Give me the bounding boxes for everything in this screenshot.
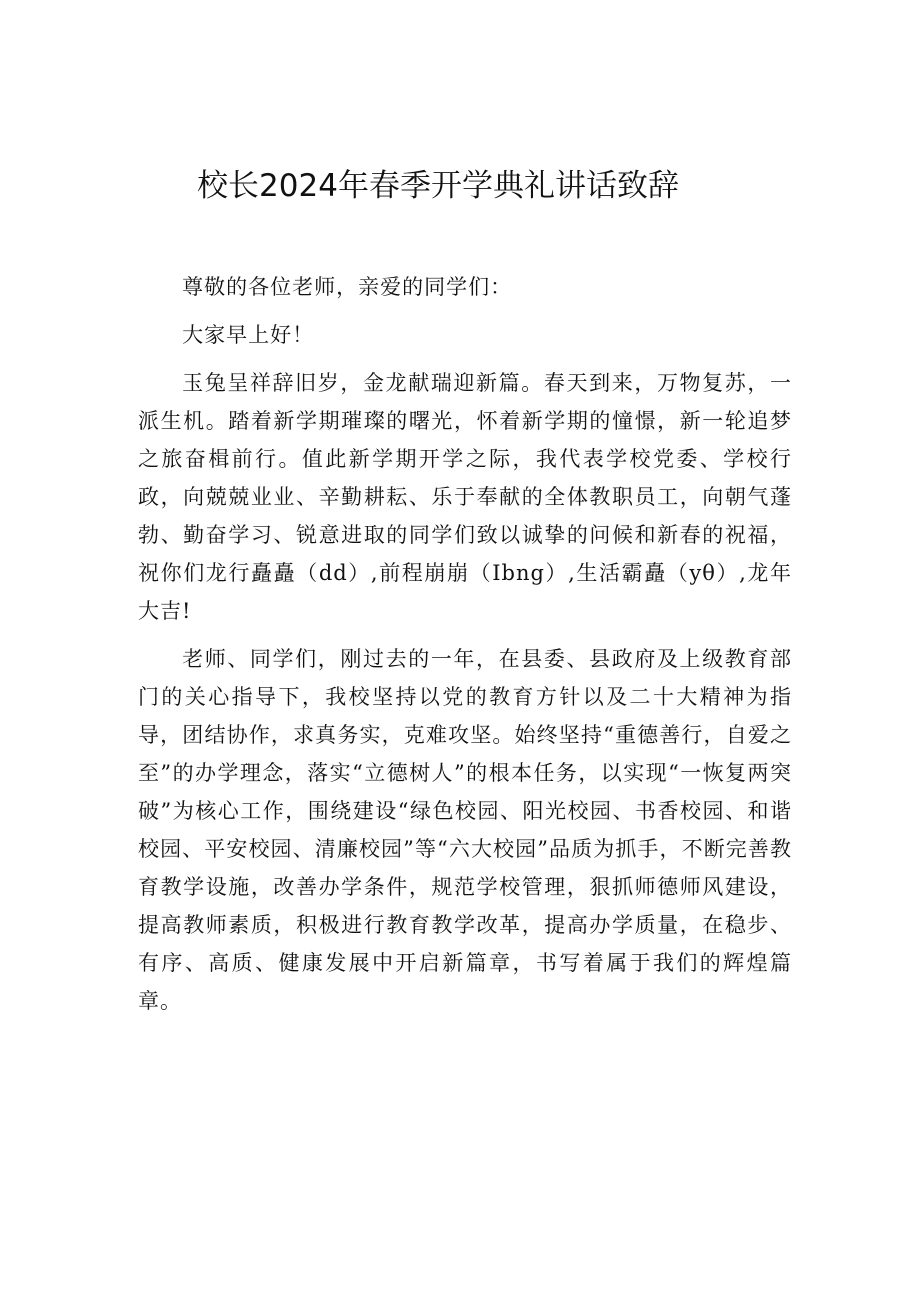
document-title: 校长2024年春季开学典礼讲话致辞 [197,168,679,204]
document-body [138,268,792,1030]
body-paragraph-review: 老师、同学们，刚过去的一年，在县委、县政府及上级教育部门的关心指导下，我校坚持以党的教育方针以及二十大精神为指导，团结协作，求真务实，克难攻坚。始终坚持“重德善行，自爱之至”的办学理念，落实“立德树人”的根本任务，以实现“一恢复两突破”为核心工作，围绕建设“绿色校园、阳光校园、书香校园、和谐校园、平安校园、清廉校园”等“六大校园”品质为抓手，不断完善教育教学设施，改善办学条件，规范学校管理，狠抓师德师风建设，提高教师素质，积极进行教育教学改革，提高办学质量，在稳步、有序、高质、健康发展中开启新篇章，书写着属于我们的辉煌篇章。 [138,647,792,1013]
body-paragraph-new-year: 玉兔呈祥辞旧岁，金龙献瑞迎新篇。春天到来，万物复苏，一派生机。踏着新学期璀璨的曙光，怀着新学期的憧憬，新一轮追梦之旅奋楫前行。值此新学期开学之际，我代表学校党委、学校行政，向兢兢业业、辛勤耕耘、乐于奉献的全体教职员工，向朝气蓬勃、勤奋学习、锐意进取的同学们致以诚挚的问候和新春的祝福，祝你们龙行矗矗（dd）,前程崩崩（Ibng）,生活霸矗（yθ）,龙年大吉! [138,371,792,623]
greeting-paragraph: 大家早上好！ [182,323,315,347]
salutation-paragraph: 尊敬的各位老师，亲爱的同学们： [182,275,513,299]
